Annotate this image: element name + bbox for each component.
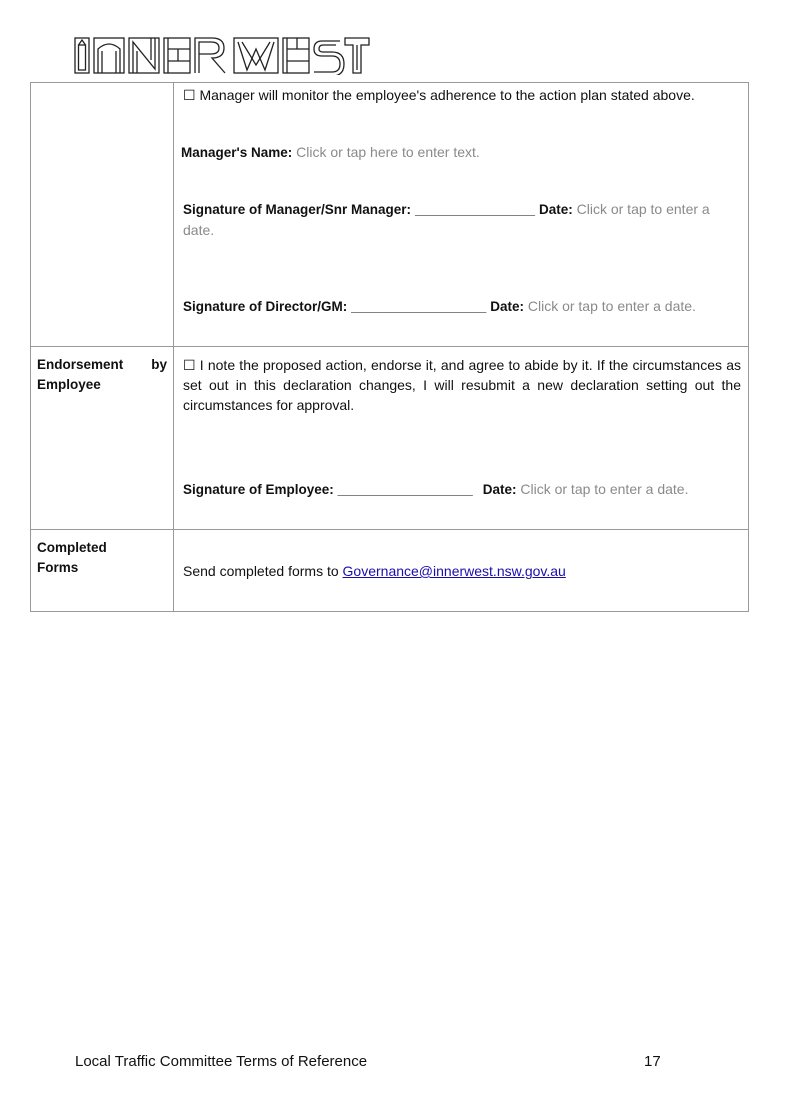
endorsement-checkbox[interactable]: ☐ xyxy=(183,357,196,373)
employee-signature-line xyxy=(183,479,741,500)
director-signature-line xyxy=(183,296,741,317)
endorsement-statement xyxy=(183,355,741,415)
completed-label-line1: Completed xyxy=(37,540,107,555)
completed-forms-content-cell xyxy=(174,530,749,612)
footer-page-number: 17 xyxy=(644,1053,661,1070)
governance-email-link[interactable]: Governance@innerwest.nsw.gov.au xyxy=(342,563,566,579)
endorsement-label-word2: by xyxy=(151,357,167,372)
manager-row-label-cell xyxy=(31,83,174,347)
logo-letter-r xyxy=(195,38,225,73)
manager-name-field[interactable]: Click or tap here to enter text. xyxy=(296,144,480,160)
logo-letter-w xyxy=(234,38,278,73)
footer-document-title: Local Traffic Committee Terms of Reference xyxy=(75,1053,368,1070)
logo-letter-e2 xyxy=(283,38,309,73)
manager-signature-line xyxy=(183,199,741,220)
endorsement-label-line2: Employee xyxy=(37,377,101,392)
endorsement-text: I note the proposed action, endorse it, and agree to abide by it. If the circumstances as set out in this declaration changes, I will resubmit a new declaration setting out the circumstances for approval. xyxy=(183,357,741,413)
manager-monitor-checkbox[interactable]: ☐ xyxy=(183,87,196,103)
manager-signature-label: Signature of Manager/Snr Manager: xyxy=(183,202,412,217)
logo-letter-s xyxy=(314,41,344,75)
manager-signature-blank: ________________ xyxy=(414,202,536,217)
approval-form-table xyxy=(30,82,749,612)
employee-endorsement-content-cell xyxy=(174,347,749,530)
endorsement-label-line1 xyxy=(37,355,167,375)
employee-signature-blank: __________________ xyxy=(337,482,473,497)
manager-row xyxy=(31,83,749,347)
director-date-label: Date: xyxy=(490,299,524,314)
employee-date-label: Date: xyxy=(482,482,517,497)
employee-endorsement-row xyxy=(31,347,749,530)
employee-endorsement-label-cell xyxy=(31,347,174,530)
inner-west-logo xyxy=(74,37,370,75)
manager-date-field-wrap[interactable]: date. xyxy=(183,222,215,238)
manager-monitor-line xyxy=(183,85,741,105)
logo-letter-n1 xyxy=(94,38,124,73)
director-date-field[interactable]: Click or tap to enter a date. xyxy=(527,298,696,314)
completed-forms-row xyxy=(31,530,749,612)
employee-signature-label: Signature of Employee: xyxy=(183,482,334,497)
completed-forms-label-cell xyxy=(31,530,174,612)
manager-date-wrap-line xyxy=(183,220,741,240)
manager-name-line xyxy=(181,142,741,163)
logo-letter-n2 xyxy=(129,38,159,73)
manager-monitor-text: Manager will monitor the employee's adherence to the action plan stated above. xyxy=(199,87,695,103)
logo-letter-i xyxy=(75,38,89,73)
director-signature-label: Signature of Director/GM: xyxy=(183,299,348,314)
manager-name-label: Manager's Name: xyxy=(181,145,293,160)
send-forms-line xyxy=(183,561,741,581)
manager-date-field[interactable]: Click or tap to enter a xyxy=(576,201,710,217)
manager-date-label: Date: xyxy=(538,202,573,217)
logo-letter-e1 xyxy=(164,38,190,73)
logo-letter-t xyxy=(345,38,369,73)
completed-label-line2: Forms xyxy=(37,560,79,575)
director-signature-blank: __________________ xyxy=(351,299,487,314)
endorsement-label-word1: Endorsement xyxy=(37,357,124,372)
employee-date-field[interactable]: Click or tap to enter a date. xyxy=(520,481,689,497)
manager-row-content-cell xyxy=(174,83,749,347)
send-forms-text: Send completed forms to xyxy=(183,563,339,579)
